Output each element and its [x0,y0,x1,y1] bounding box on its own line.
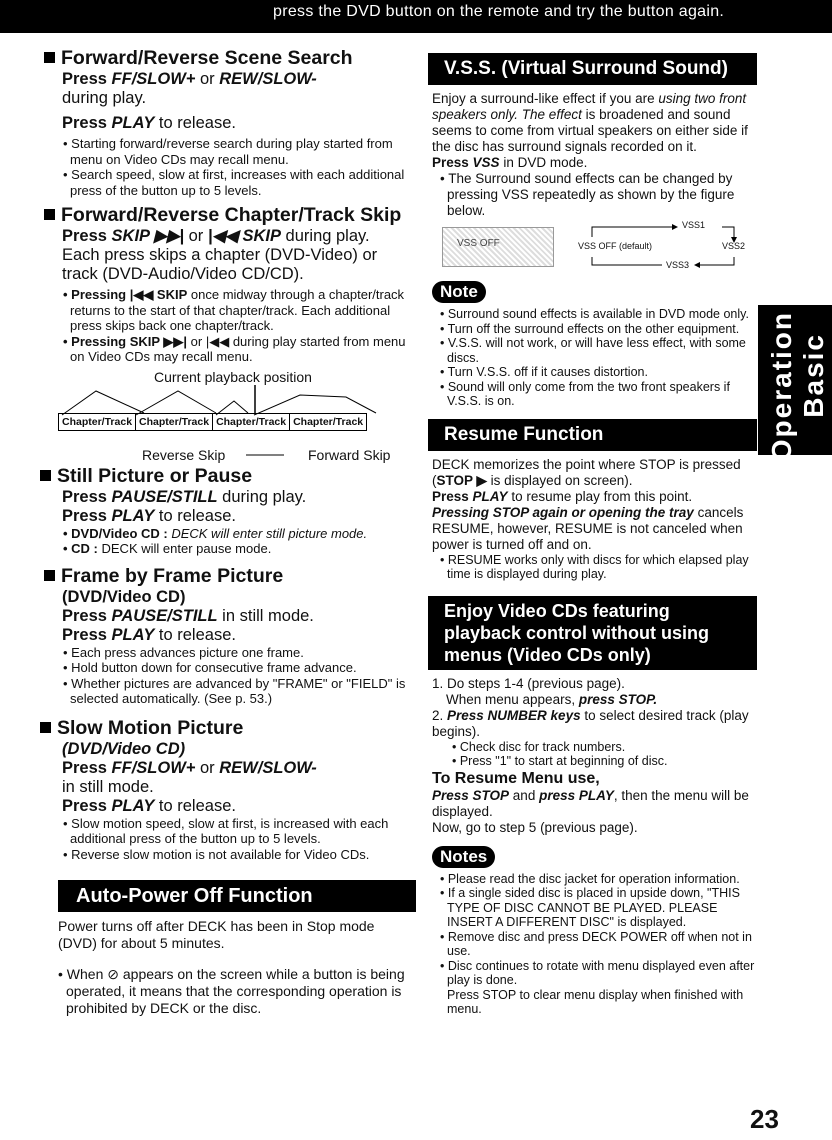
instruction: Press STOP and press PLAY, then the menu will be displayed. [432,787,749,819]
note-item: • Turn V.S.S. off if it causes distortion. [440,365,648,379]
bullet: • Slow motion speed, slow at first, is increased with each additional press of the button up to 5 levels. [63,815,389,846]
section-banner-auto-power: Auto-Power Off Function [58,880,416,912]
notes-badge: Notes [432,846,495,868]
side-tab [758,305,832,462]
note-item: • Remove disc and press DECK POWER off when not in use. [440,929,752,958]
instruction: Press VSS in DVD mode. [432,155,588,170]
bullet: • The Surround sound effects can be changed by pressing VSS repeatedly as shown by the figure below. [440,171,735,218]
instruction: in still mode. [62,777,154,796]
note-item: • Surround sound effects is available in DVD mode only. [440,307,749,321]
track-box: Chapter/Track [213,414,290,430]
section-title-slow: Slow Motion Picture [40,717,416,740]
paragraph: DECK memorizes the point where STOP is pressed (STOP ▶ is displayed on screen). [432,456,741,488]
instruction: Each press skips a chapter (DVD-Video) or track (DVD-Audio/Video CD/CD). [62,246,378,283]
section-title-frame: Frame by Frame Picture [44,565,416,588]
bullet: • Check disc for track numbers. [452,739,626,754]
instruction: during play. [62,89,147,107]
instruction: Press FF/SLOW+ or REW/SLOW- [62,70,317,88]
bullet: • Search speed, slow at first, increases with each additional press of the button up to 5 levels. [63,167,405,198]
instruction: Press PLAY to release. [62,506,236,525]
square-bullet-icon [40,722,51,733]
top-banner [0,0,832,33]
note-item: • If a single sided disc is placed in upside down, "THIS TYPE OF DISC CANNOT BE PLAYED. PLEASE INSERT A DIFFERENT DISC" is displayed. [440,886,740,929]
instruction: Press PLAY to release. [62,625,236,644]
side-tab-line: Basic [798,333,829,418]
bullet: • Whether pictures are advanced by "FRAME" or "FIELD" is selected automatically. (See p. 53.) [63,675,406,706]
paragraph: • When ⊘ appears on the screen while a button is being operated, it means that the corresponding operation is prohibited by DECK or the disc. [58,966,405,1016]
paragraph: Power turns off after DECK has been in Stop mode (DVD) for about 5 minutes. [58,918,375,951]
paragraph: Now, go to step 5 (previous page). [432,819,638,835]
instruction: Press SKIP ▶▶| or |◀◀ SKIP during play. [62,227,370,245]
instruction: Press PLAY to release. [62,796,236,815]
instruction: Press PLAY to resume play from this point. [432,488,693,504]
square-bullet-icon [44,209,55,220]
top-banner-text: press the DVD button on the remote and try the button again. [273,3,725,20]
skip-diagram [56,385,416,465]
step: 1. Do steps 1-4 (previous page). [432,675,625,691]
track-boxes [58,413,367,431]
note-item: Press STOP to clear menu display when finished with menu. [447,987,744,1016]
vss-off-label: VSS OFF (default) [578,241,653,251]
bullet: • CD : DECK will enter pause mode. [63,541,272,556]
vss1-label: VSS1 [682,220,706,230]
square-bullet-icon [44,52,55,63]
paragraph: Pressing STOP again or opening the tray cancels RESUME, however, RESUME is not canceled when power is turned off and on. [432,504,744,552]
page-number: 23 [750,1104,779,1134]
note-item: • Please read the disc jacket for operation information. [440,871,740,886]
subtitle: (DVD/Video CD) [62,587,186,606]
vss-diagram [432,220,757,271]
diagram-caption: Current playback position [154,368,312,385]
note-item: • Disc continues to rotate with menu displayed even after play is done. [440,958,755,987]
track-box: Chapter/Track [136,414,213,430]
bullet: • Hold button down for consecutive frame advance. [63,660,357,675]
screen-sample: VSS OFF [442,227,554,267]
instruction: Press PAUSE/STILL in still mode. [62,606,314,625]
step: When menu appears, press STOP. [446,691,658,707]
note-item: • Turn off the surround effects on the other equipment. [440,321,740,336]
note-badge: Note [432,281,486,303]
vss3-label: VSS3 [666,260,690,270]
bullet: • Pressing |◀◀ SKIP once midway through a chapter/track returns to the start of that chapter/track. Each additional press skips back one chapter/track. [63,287,405,333]
reverse-skip-label: Reverse Skip [142,446,226,463]
step: 2. Press NUMBER keys to select desired track (play begins). [432,707,749,739]
subheading-resume-menu: To Resume Menu use, [432,769,600,787]
subtitle: (DVD/Video CD) [62,739,186,758]
bullet: • Press "1" to start at beginning of disc. [452,754,668,768]
section-title-scene-search: Forward/Reverse Scene Search [44,47,416,70]
section-banner-video-cd: Enjoy Video CDs featuring playback control without using menus (Video CDs only) [428,596,757,670]
section-title-still: Still Picture or Pause [40,465,416,488]
left-column [44,47,416,1017]
bullet: • Starting forward/reverse search during play started from menu on Video CDs may recall menu. [63,136,393,167]
bullet: • RESUME works only with discs for which elapsed play time is displayed during play. [440,552,749,581]
instruction: Press FF/SLOW+ or REW/SLOW- [62,758,317,777]
note-item: • V.S.S. will not work, or will have less effect, with some discs. [440,336,746,365]
instruction: Press PLAY to release. [62,114,236,132]
bullet: • Pressing SKIP ▶▶| or |◀◀ during play started from menu on Video CDs may recall menu. [63,333,406,364]
instruction: Press PAUSE/STILL during play. [62,487,307,506]
forward-skip-label: Forward Skip [308,446,391,463]
track-box: Chapter/Track [59,414,136,430]
section-banner-resume: Resume Function [428,419,757,451]
track-box: Chapter/Track [293,415,364,428]
bullet: • DVD/Video CD : DECK will enter still picture mode. [63,525,368,541]
side-tab-line: Operation [766,311,797,462]
square-bullet-icon [40,470,51,481]
square-bullet-icon [44,570,55,581]
section-banner-vss: V.S.S. (Virtual Surround Sound) [428,53,757,85]
bullet: • Reverse slow motion is not available for Video CDs. [63,846,370,862]
note-item: • Sound will only come from the two front speakers if V.S.S. is on. [440,379,730,408]
vss2-label: VSS2 [722,241,746,251]
bullet: • Each press advances picture one frame. [63,644,304,660]
right-column [432,47,757,1017]
paragraph: Enjoy a surround-like effect if you are using two front speakers only. The effect is broadened and sound seems to come from virtual speakers on either side if the disc has surround signals recorded on it. [432,91,748,154]
section-title-chapter-skip: Forward/Reverse Chapter/Track Skip [44,204,416,227]
